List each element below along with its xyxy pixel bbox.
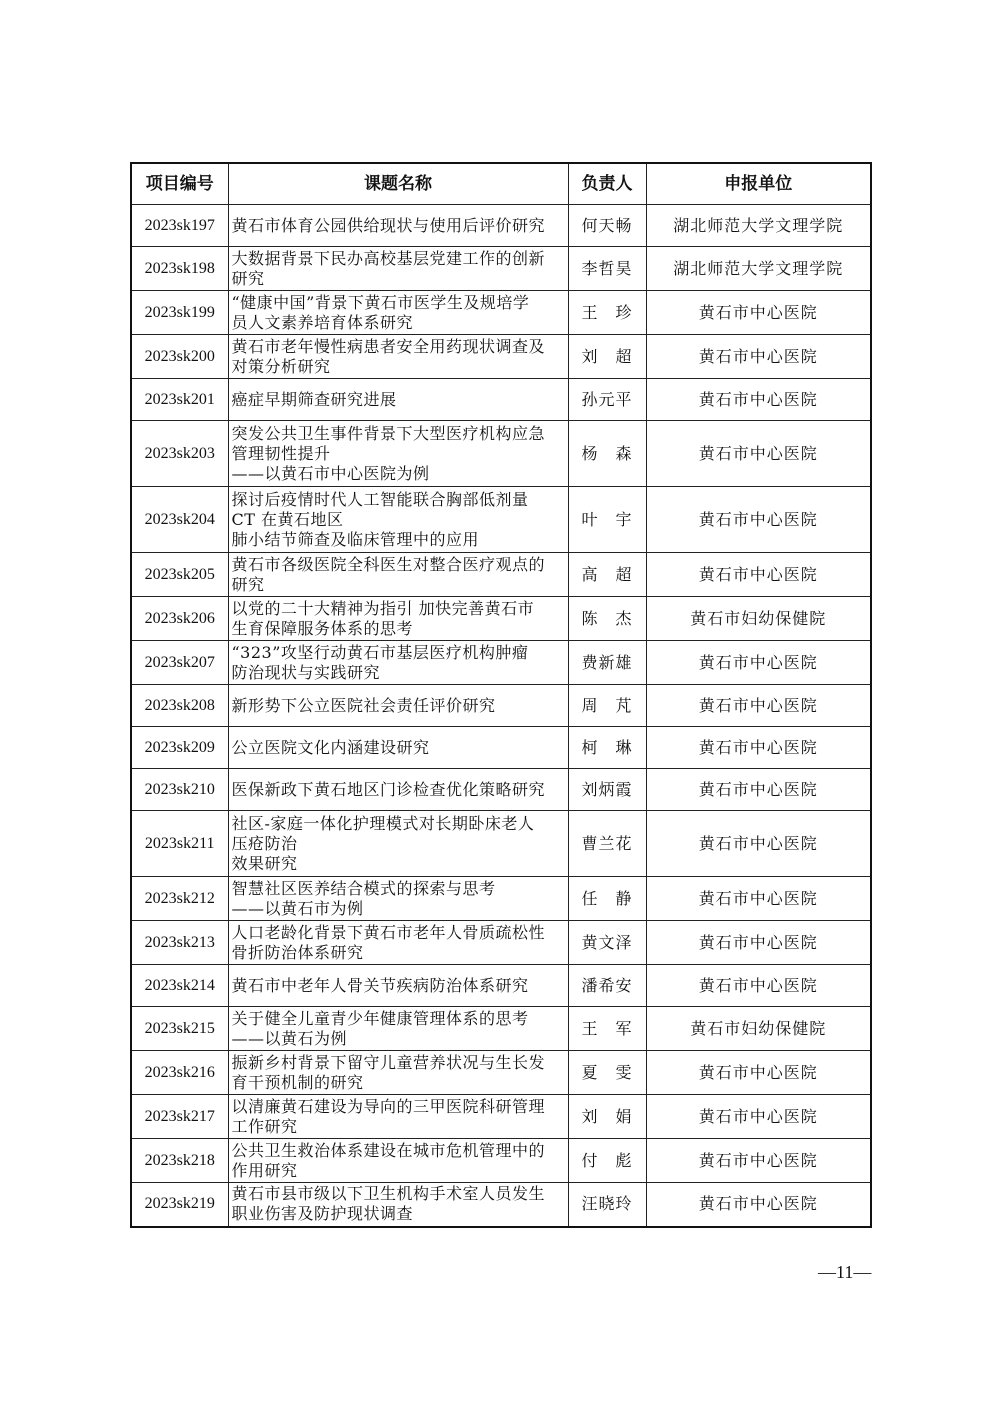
table-row (131, 553, 871, 597)
person-in-charge-cell: 王 珍 (568, 291, 646, 335)
table-header-row (131, 163, 871, 205)
topic-name-cell: 大数据背景下民办高校基层党建工作的创新 研究 (228, 247, 568, 291)
applying-unit-cell: 黄石市中心医院 (646, 1139, 871, 1183)
topic-name-cell: 以党的二十大精神为指引 加快完善黄石市 生育保障服务体系的思考 (228, 597, 568, 641)
applying-unit-cell: 黄石市中心医院 (646, 965, 871, 1007)
table-row (131, 335, 871, 379)
person-in-charge-cell: 夏 雯 (568, 1051, 646, 1095)
topic-name-cell: 智慧社区医养结合模式的探索与思考 ——以黄石市为例 (228, 877, 568, 921)
table-row (131, 921, 871, 965)
applying-unit-cell: 黄石市中心医院 (646, 641, 871, 685)
project-code-cell: 2023sk205 (131, 553, 228, 597)
header-applying-unit: 申报单位 (646, 163, 871, 205)
person-in-charge-cell: 李哲昊 (568, 247, 646, 291)
header-topic-name: 课题名称 (228, 163, 568, 205)
person-in-charge-cell: 杨 森 (568, 421, 646, 487)
table-row (131, 727, 871, 769)
topic-name-cell: 黄石市体育公园供给现状与使用后评价研究 (228, 205, 568, 247)
project-code-cell: 2023sk212 (131, 877, 228, 921)
project-code-cell: 2023sk217 (131, 1095, 228, 1139)
project-code-cell: 2023sk207 (131, 641, 228, 685)
table-row (131, 205, 871, 247)
topic-name-cell: 突发公共卫生事件背景下大型医疗机构应急 管理韧性提升 ——以黄石市中心医院为例 (228, 421, 568, 487)
project-code-cell: 2023sk214 (131, 965, 228, 1007)
applying-unit-cell: 黄石市中心医院 (646, 335, 871, 379)
topic-name-cell: 人口老龄化背景下黄石市老年人骨质疏松性 骨折防治体系研究 (228, 921, 568, 965)
person-in-charge-cell: 孙元平 (568, 379, 646, 421)
applying-unit-cell: 黄石市中心医院 (646, 421, 871, 487)
applying-unit-cell: 黄石市中心医院 (646, 487, 871, 553)
project-code-cell: 2023sk200 (131, 335, 228, 379)
topic-name-cell: 黄石市中老年人骨关节疾病防治体系研究 (228, 965, 568, 1007)
project-code-cell: 2023sk213 (131, 921, 228, 965)
header-person-in-charge: 负责人 (568, 163, 646, 205)
applying-unit-cell: 黄石市妇幼保健院 (646, 1007, 871, 1051)
project-code-cell: 2023sk204 (131, 487, 228, 553)
topic-name-cell: 黄石市老年慢性病患者安全用药现状调查及 对策分析研究 (228, 335, 568, 379)
person-in-charge-cell: 付 彪 (568, 1139, 646, 1183)
person-in-charge-cell: 高 超 (568, 553, 646, 597)
applying-unit-cell: 黄石市中心医院 (646, 921, 871, 965)
table-row (131, 965, 871, 1007)
applying-unit-cell: 黄石市中心医院 (646, 1051, 871, 1095)
table-row (131, 877, 871, 921)
header-project-code: 项目编号 (131, 163, 228, 205)
project-code-cell: 2023sk218 (131, 1139, 228, 1183)
project-code-cell: 2023sk197 (131, 205, 228, 247)
table-row (131, 641, 871, 685)
applying-unit-cell: 黄石市中心医院 (646, 291, 871, 335)
table-row (131, 811, 871, 877)
applying-unit-cell: 黄石市中心医院 (646, 727, 871, 769)
person-in-charge-cell: 潘希安 (568, 965, 646, 1007)
topic-name-cell: 医保新政下黄石地区门诊检查优化策略研究 (228, 769, 568, 811)
project-code-cell: 2023sk209 (131, 727, 228, 769)
table-row (131, 1051, 871, 1095)
topic-name-cell: 黄石市县市级以下卫生机构手术室人员发生 职业伤害及防护现状调查 (228, 1183, 568, 1227)
table-row (131, 597, 871, 641)
project-code-cell: 2023sk206 (131, 597, 228, 641)
page-number: —11— (818, 1262, 872, 1282)
table-row (131, 379, 871, 421)
person-in-charge-cell: 叶 宇 (568, 487, 646, 553)
project-code-cell: 2023sk203 (131, 421, 228, 487)
table-row (131, 487, 871, 553)
topic-name-cell: 公共卫生救治体系建设在城市危机管理中的 作用研究 (228, 1139, 568, 1183)
person-in-charge-cell: 曹兰花 (568, 811, 646, 877)
applying-unit-cell: 黄石市中心医院 (646, 1183, 871, 1227)
table-body (131, 205, 871, 1227)
applying-unit-cell: 湖北师范大学文理学院 (646, 205, 871, 247)
applying-unit-cell: 黄石市中心医院 (646, 379, 871, 421)
project-table (130, 162, 872, 1228)
person-in-charge-cell: 黄文泽 (568, 921, 646, 965)
topic-name-cell: 振新乡村背景下留守儿童营养状况与生长发 育干预机制的研究 (228, 1051, 568, 1095)
table-row (131, 1139, 871, 1183)
project-code-cell: 2023sk215 (131, 1007, 228, 1051)
topic-name-cell: “健康中国”背景下黄石市医学生及规培学 员人文素养培育体系研究 (228, 291, 568, 335)
person-in-charge-cell: 柯 琳 (568, 727, 646, 769)
project-code-cell: 2023sk201 (131, 379, 228, 421)
project-code-cell: 2023sk198 (131, 247, 228, 291)
project-code-cell: 2023sk210 (131, 769, 228, 811)
applying-unit-cell: 黄石市妇幼保健院 (646, 597, 871, 641)
table-row (131, 769, 871, 811)
person-in-charge-cell: 任 静 (568, 877, 646, 921)
topic-name-cell: 社区-家庭一体化护理模式对长期卧床老人 压疮防治 效果研究 (228, 811, 568, 877)
applying-unit-cell: 湖北师范大学文理学院 (646, 247, 871, 291)
person-in-charge-cell: 刘 超 (568, 335, 646, 379)
applying-unit-cell: 黄石市中心医院 (646, 553, 871, 597)
person-in-charge-cell: 周 芃 (568, 685, 646, 727)
topic-name-cell: 关于健全儿童青少年健康管理体系的思考 ——以黄石为例 (228, 1007, 568, 1051)
project-code-cell: 2023sk219 (131, 1183, 228, 1227)
person-in-charge-cell: 陈 杰 (568, 597, 646, 641)
person-in-charge-cell: 王 军 (568, 1007, 646, 1051)
applying-unit-cell: 黄石市中心医院 (646, 685, 871, 727)
table-row (131, 291, 871, 335)
project-code-cell: 2023sk211 (131, 811, 228, 877)
applying-unit-cell: 黄石市中心医院 (646, 1095, 871, 1139)
table-row (131, 247, 871, 291)
topic-name-cell: 黄石市各级医院全科医生对整合医疗观点的 研究 (228, 553, 568, 597)
topic-name-cell: 公立医院文化内涵建设研究 (228, 727, 568, 769)
person-in-charge-cell: 刘炳霞 (568, 769, 646, 811)
person-in-charge-cell: 刘 娟 (568, 1095, 646, 1139)
project-code-cell: 2023sk208 (131, 685, 228, 727)
topic-name-cell: 新形势下公立医院社会责任评价研究 (228, 685, 568, 727)
person-in-charge-cell: 费新雄 (568, 641, 646, 685)
table-row (131, 685, 871, 727)
applying-unit-cell: 黄石市中心医院 (646, 877, 871, 921)
applying-unit-cell: 黄石市中心医院 (646, 769, 871, 811)
person-in-charge-cell: 何天畅 (568, 205, 646, 247)
topic-name-cell: 癌症早期筛查研究进展 (228, 379, 568, 421)
table-row (131, 421, 871, 487)
person-in-charge-cell: 汪晓玲 (568, 1183, 646, 1227)
topic-name-cell: “323”攻坚行动黄石市基层医疗机构肿瘤 防治现状与实践研究 (228, 641, 568, 685)
project-code-cell: 2023sk216 (131, 1051, 228, 1095)
table-row (131, 1007, 871, 1051)
table-row (131, 1183, 871, 1227)
project-code-cell: 2023sk199 (131, 291, 228, 335)
applying-unit-cell: 黄石市中心医院 (646, 811, 871, 877)
topic-name-cell: 以清廉黄石建设为导向的三甲医院科研管理 工作研究 (228, 1095, 568, 1139)
topic-name-cell: 探讨后疫情时代人工智能联合胸部低剂量 CT 在黄石地区 肺小结节筛查及临床管理中的应用 (228, 487, 568, 553)
table-row (131, 1095, 871, 1139)
